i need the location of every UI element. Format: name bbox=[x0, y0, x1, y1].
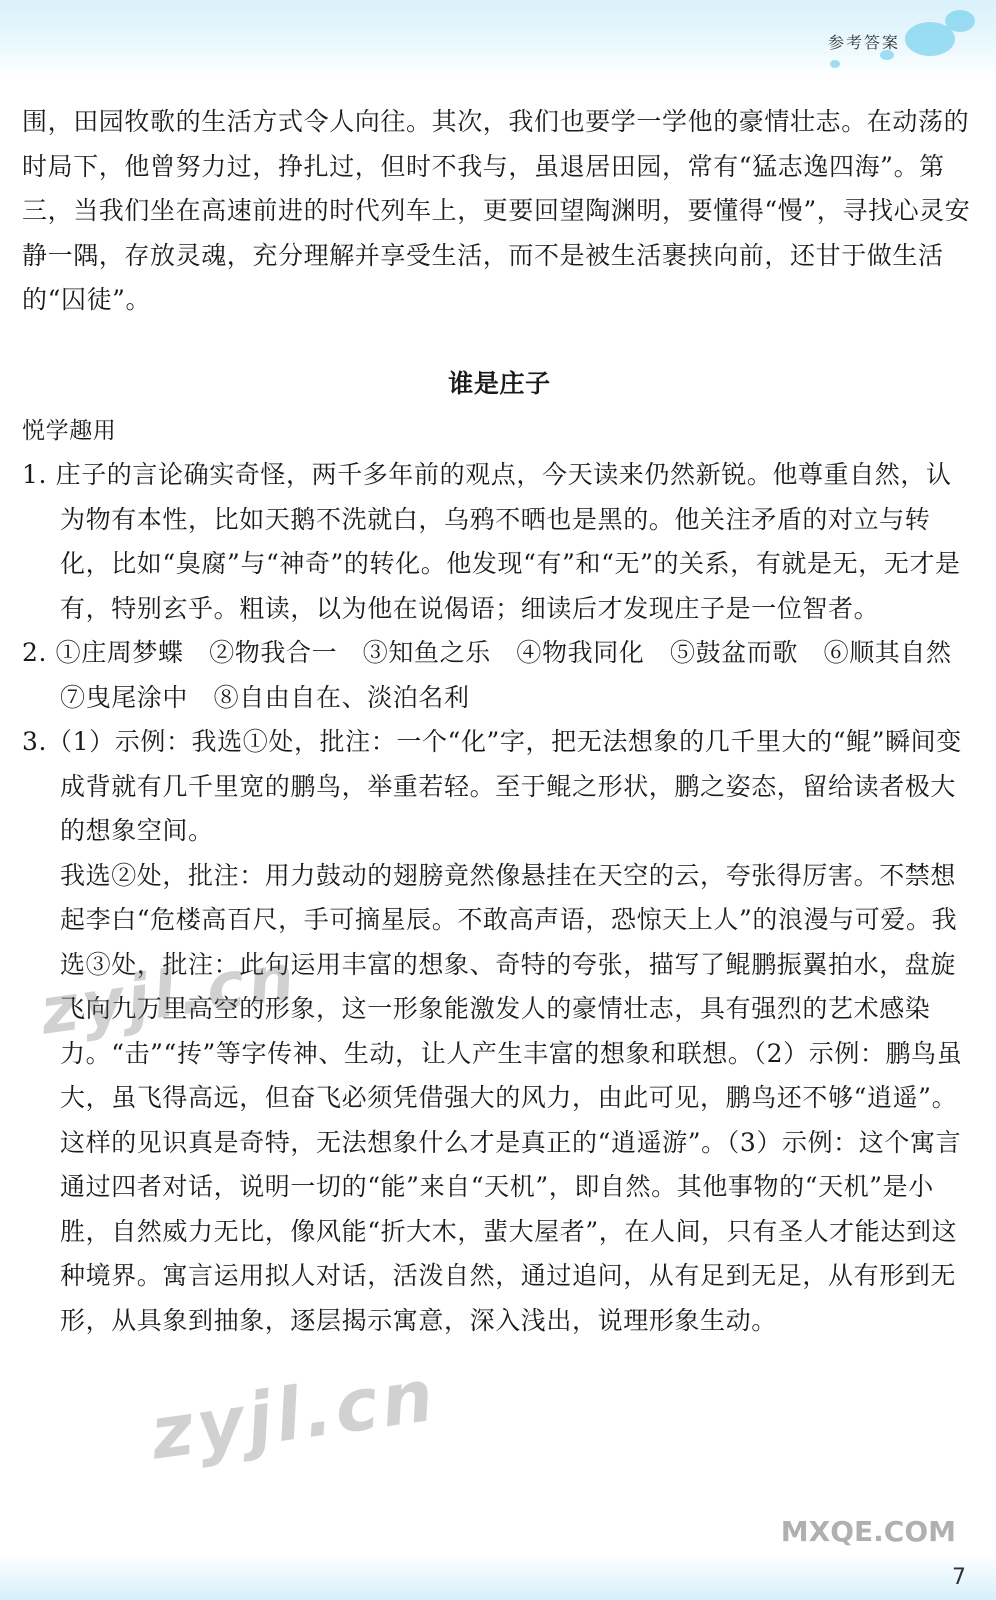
page-header-band bbox=[0, 0, 996, 78]
decor-bubble bbox=[830, 60, 840, 68]
intro-paragraph: 围，田园牧歌的生活方式令人向往。其次，我们也要学一学他的豪情壮志。在动荡的时局下，他曾努力过，挣扎过，但时不我与，虽退居田园，常有“猛志逸四海”。第三，当我们坐在高速前进的时代列车上，更要回望陶渊明，要懂得“慢”，寻找心灵安静一隅，存放灵魂，充分理解并享受生活，而不是被生活裹挟向前，还甘于做生活的“囚徒”。 bbox=[22, 107, 971, 314]
section-title: 谁是庄子 bbox=[448, 368, 551, 398]
page-footer-band bbox=[0, 1554, 996, 1600]
answer-page-body bbox=[22, 100, 977, 1343]
page-number: 7 bbox=[952, 1565, 966, 1590]
watermark: zyjl.cn bbox=[145, 1352, 442, 1476]
answer-item-1: 1. 庄子的言论确实奇怪，两千多年前的观点，今天读来仍然新锐。他尊重自然，认为物有本性，比如天鹅不洗就白，乌鸦不晒也是黑的。他关注矛盾的对立与转化，比如“臭腐”与“神奇”的转化。他发现“有”和“无”的关系，有就是无，无才是有，特别玄乎。粗读，以为他在说偈语；细读后才发现庄子是一位智者。 bbox=[22, 460, 961, 623]
watermark: zyjl.cn bbox=[36, 940, 303, 1050]
answer-item-2: 2. ①庄周梦蝶 ②物我合一 ③知鱼之乐 ④物我同化 ⑤鼓盆而歌 ⑥顺其自然 ⑦曳尾涂中 ⑧自由自在、淡泊名利 bbox=[22, 638, 978, 712]
answer-item-3-continuation: 我选②处，批注：用力鼓动的翅膀竟然像悬挂在天空的云，夸张得厉害。不禁想起李白“危楼高百尺，手可摘星辰。不敢高声语，恐惊天上人”的浪漫与可爱。我选③处，批注：此句运用丰富的想象、奇特的夸张，描写了鲲鹏振翼拍水，盘旋飞向九万里高空的形象，这一形象能激发人的豪情壮志，具有强烈的艺术感染力。“击”“抟”等字传神、生动，让人产生丰富的想象和联想。（2）示例：鹏鸟虽大，虽飞得高远，但奋飞必须凭借强大的风力，由此可见，鹏鸟还不够“逍遥”。这样的见识真是奇特，无法想象什么才是真正的“逍遥游”。（3）示例：这个寓言通过四者对话，说明一切的“能”来自“天机”，即自然。其他事物的“天机”是小胜，自然威力无比，像风能“折大木，蜚大屋者”，在人间，只有圣人才能达到这种境界。寓言运用拟人对话，活泼自然，通过追问，从有足到无足，从有形到无形，从具象到抽象，逐层揭示寓意，深入浅出，说理形象生动。 bbox=[60, 860, 963, 1335]
decor-bubble bbox=[945, 10, 975, 32]
section-subtitle: 悦学趣用 bbox=[22, 417, 117, 444]
site-stamp-logo: MXQE.COM bbox=[780, 1515, 956, 1548]
header-label: 参考答案 bbox=[827, 33, 900, 52]
answer-item-3: 3.（1）示例：我选①处，批注：一个“化”字，把无法想象的几千里大的“鲲”瞬间变成背就有几千里宽的鹏鸟，举重若轻。至于鲲之形状，鹏之姿态，留给读者极大的想象空间。 bbox=[22, 727, 962, 845]
